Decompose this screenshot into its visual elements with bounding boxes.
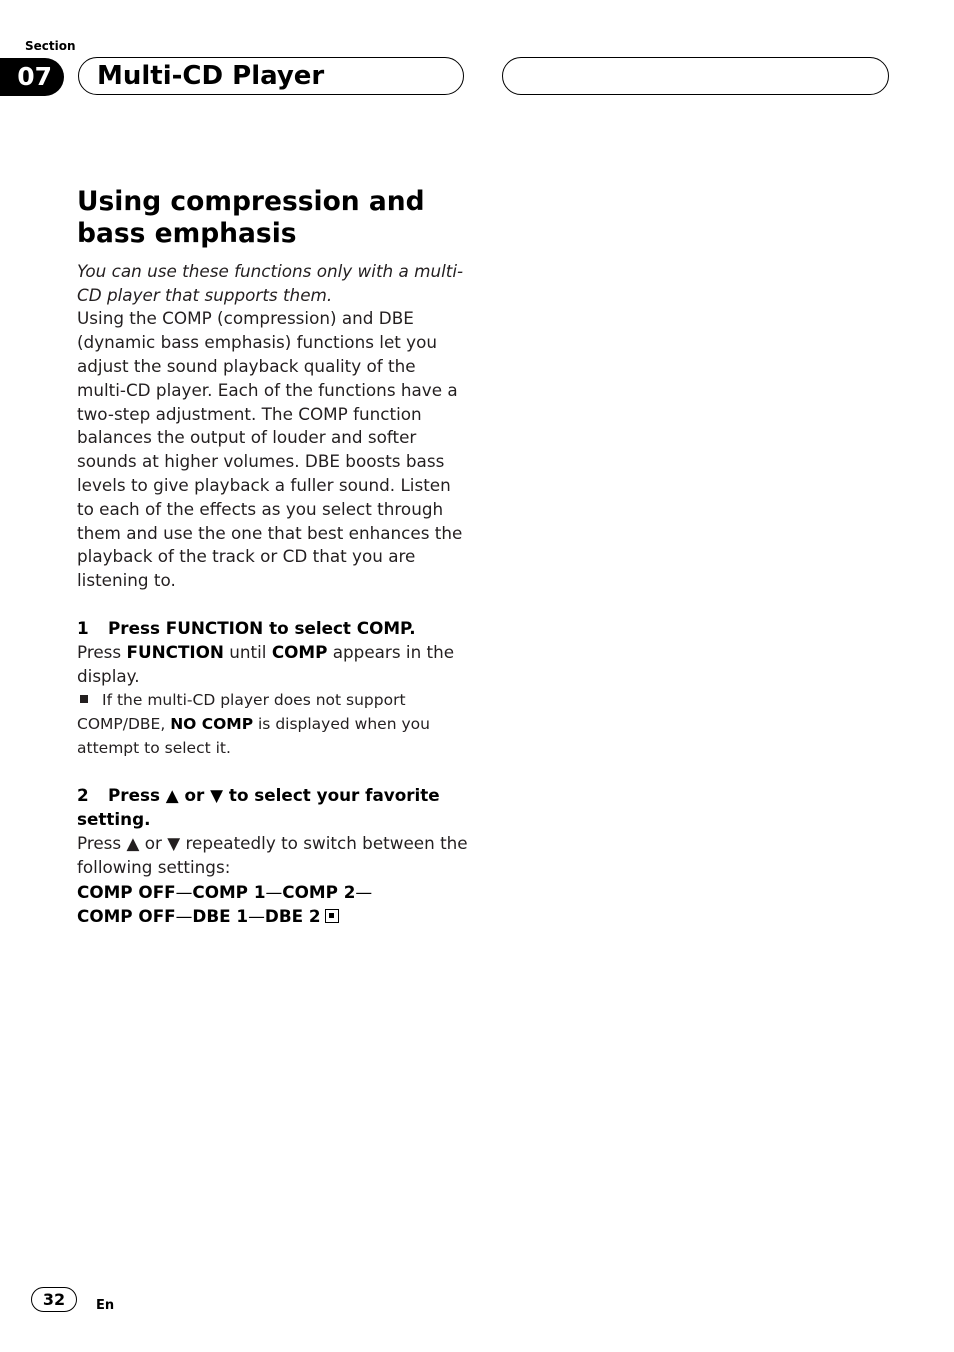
header-empty-frame <box>502 57 889 95</box>
intro-note: You can use these functions only with a multi-CD player that supports them. <box>77 261 464 305</box>
step-1-instruction <box>77 641 469 689</box>
end-of-section-icon <box>325 909 339 923</box>
step-1-heading <box>77 617 469 641</box>
note-square-icon <box>80 695 88 703</box>
main-content <box>77 186 469 928</box>
setting-comp-2: COMP 2 <box>282 881 356 902</box>
text-appears: appears in the display. <box>77 641 455 686</box>
setting-comp-off: COMP OFF <box>77 881 176 902</box>
step-1-title: Press FUNCTION to select COMP. <box>108 617 416 638</box>
step-2-instruction: Press ▲ or ▼ repeatedly to switch between the following settings: <box>77 832 468 877</box>
heading-line-1: Using compression and <box>77 186 425 217</box>
step-1-number: 1 <box>77 617 89 638</box>
setting-dbe-2: DBE 2 <box>264 905 321 926</box>
step-2-heading <box>77 784 469 832</box>
separator-dash: — <box>355 881 373 902</box>
body-paragraph: Using the COMP (compression) and DBE (dynamic bass emphasis) functions let you adjust the sound playback quality of the multi-CD player. Each of the functions have a two-step adjustment. The COMP function balances the output of louder and softer sounds at higher volumes. DBE boosts bass levels to give playback a fuller sound. Listen to each of the effects as you select through them and use the one that best enhances the playback of the track or CD that you are listening to. <box>77 308 463 591</box>
text-until: until <box>223 641 272 662</box>
step-1-note <box>77 688 469 760</box>
note-text-pre: If the multi-CD player does not support COMP/DBE, <box>77 691 406 734</box>
setting-dbe-1: DBE 1 <box>192 905 249 926</box>
separator-dash: — <box>175 905 193 926</box>
setting-comp-off: COMP OFF <box>77 905 176 926</box>
step-2-title: Press ▲ or ▼ to select your favorite setting. <box>77 785 440 830</box>
separator-dash: — <box>175 881 193 902</box>
section-number-badge: 07 <box>0 58 64 96</box>
note-text-post: is displayed when you attempt to select it. <box>77 715 430 758</box>
heading-line-2: bass emphasis <box>77 218 297 249</box>
article-heading <box>77 186 469 250</box>
settings-sequence <box>77 880 469 928</box>
text-comp: COMP <box>271 641 328 662</box>
page-number: 32 <box>31 1287 77 1312</box>
chapter-title: Multi-CD Player <box>97 61 325 91</box>
setting-comp-1: COMP 1 <box>192 881 266 902</box>
separator-dash: — <box>248 905 265 926</box>
text-press: Press <box>77 641 127 662</box>
note-text-bold: NO COMP <box>170 715 254 734</box>
step-2-number: 2 <box>77 785 89 806</box>
language-code: En <box>96 1298 115 1313</box>
text-function: FUNCTION <box>126 641 224 662</box>
section-label: Section <box>25 39 76 53</box>
separator-dash: — <box>265 881 283 902</box>
